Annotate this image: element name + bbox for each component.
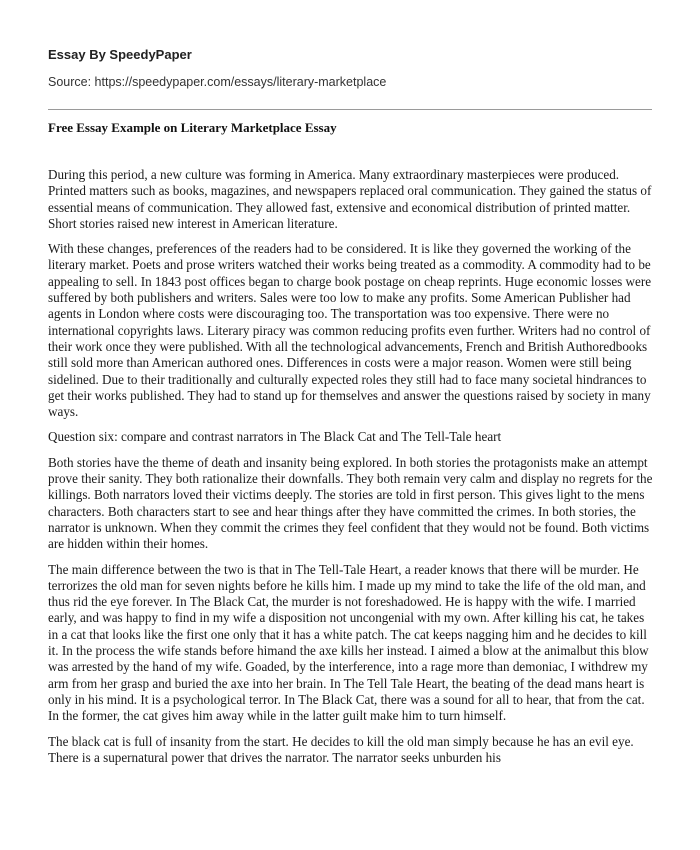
question-heading: Question six: compare and contrast narrators in The Black Cat and The Tell-Tale heart (48, 429, 502, 445)
header-divider (48, 109, 652, 110)
paragraph-4: The main difference between the two is that in The Tell-Tale Heart, a reader knows that there will be murder. He terrorizes the old man for seven nights before he kills him. I made up my mind to take the life of the old man, and thus rid the eye forever. In The Black Cat, the murder is not foreshadowed. He is happy with the wife. I married early, and was happy to find in my wife a disposition not uncongenial with my own. After killing his cat, he takes in a cat that looks like the first one only that it has a white patch. The cat keeps nagging him and he decides to kill it. In the process the wife stands before himand the axe kills her instead. I aimed a blow at the animalbut this blow was arrested by the hand of my wife. Goaded, by the interference, into a rage more than demoniac, I withdrew my arm from her grasp and buried the axe into her brain. In The Tell Tale Heart, the beating of the dead mans heart is only in his mind. It is a psychological terror. In The Black Cat, there was a sound for all to hear, that from the cat. In the former, the cat gives him away while in the latter guilt make him to turn himself. (48, 561, 649, 724)
paragraph-1: During this period, a new culture was forming in America. Many extraordinary masterpieces were produced. Printed matters such as books, magazines, and newspapers replaced oral communication. They gained the status of essential means of communication. They allowed fast, extensive and economical distribution of printed matter. Short stories raised new interest in American literature. (48, 167, 652, 231)
paragraph-5: The black cat is full of insanity from the start. He decides to kill the old man simply because he has an evil eye. There is a supernatural power that drives the narrator. The narrator seeks unburden his (48, 733, 634, 765)
paragraph-2: With these changes, preferences of the readers had to be considered. It is like they governed the working of the literary market. Poets and prose writers watched their works being treated as a commodity. A commodity had to be appealing to sell. In 1843 post offices began to charge book postage on cheap reprints. Huge economic losses were suffered by both publishers and writers. Sales were too low to make any profits. Some American Publisher had agents in London where costs were discouraging too. The transportation was too expensive. There were no international copyrights laws. Literary piracy was common reducing profits even further. Writers had no control of their work once they were published. With all the technological advancements, French and British Authoredbooks still sold more than American authored ones. Differences in costs were a major reason. Women were still being sidelined. Due to their traditionally and culturally expected roles they still had to face many societal hindrances to get their works published. They had to stand up for themselves and answer the questions raised by society in many ways. (48, 241, 652, 420)
essay-body (48, 167, 656, 775)
site-title: Essay By SpeedyPaper (48, 47, 192, 62)
source-line: Source: https://speedypaper.com/essays/literary-marketplace (48, 75, 387, 89)
essay-title: Free Essay Example on Literary Marketplace Essay (48, 120, 337, 135)
paragraph-3: Both stories have the theme of death and insanity being explored. In both stories the protagonists make an attempt prove their sanity. They both rationalize their downfalls. They both remain very calm and display no regrets for the killings. Both narrators loved their victims deeply. The stories are told in first person. This gives light to the mens characters. Both characters start to see and hear things after they have committed the crimes. In both stories, the narrator is unknown. When they commit the crimes they feel confident that they would not be found. Both victims are hidden within their homes. (48, 454, 653, 552)
